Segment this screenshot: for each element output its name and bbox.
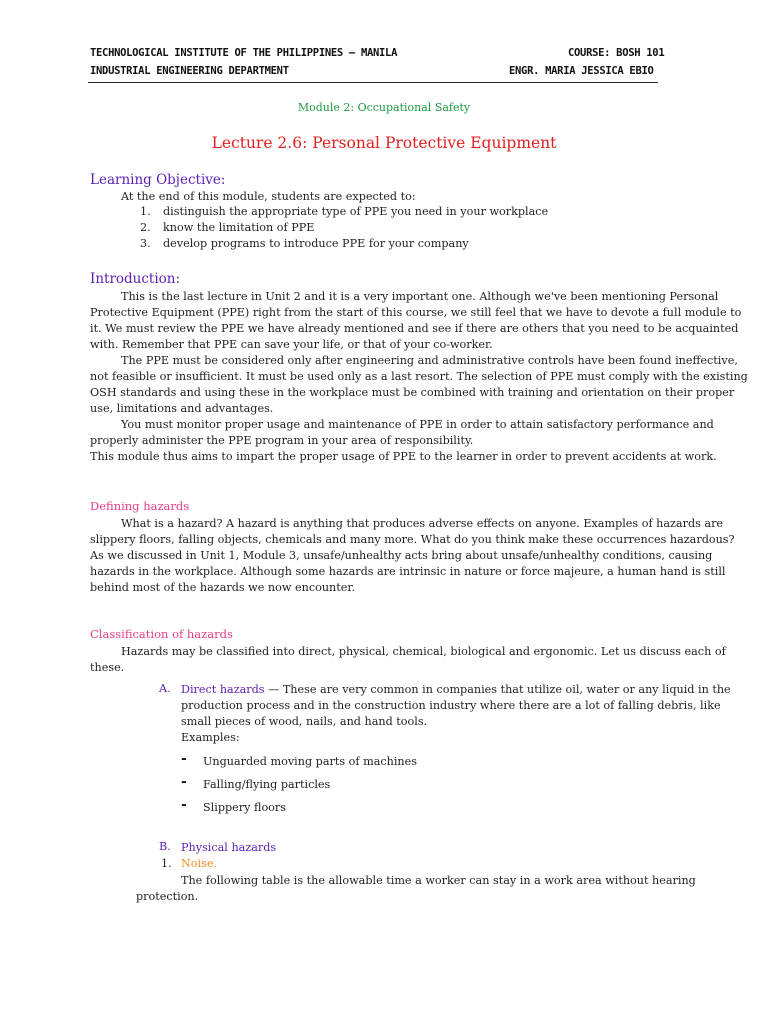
institute-name: TECHNOLOGICAL INSTITUTE OF THE PHILIPPINES – MANILA	[90, 47, 398, 59]
paragraph-line: use, limitations and advantages.	[90, 402, 274, 415]
objective-number: 2.	[140, 221, 151, 234]
paragraph-line: hazards in the workplace. Although some hazards are intrinsic in nature or force majeure, a human hand is still	[90, 565, 726, 578]
paragraph-line: You must monitor proper usage and maintenance of PPE in order to attain satisfactory performance and	[121, 418, 714, 431]
paragraph-line: As we discussed in Unit 1, Module 3, unsafe/unhealthy acts bring about unsafe/unhealthy conditions, causing	[90, 549, 713, 562]
department-name: INDUSTRIAL ENGINEERING DEPARTMENT	[90, 65, 289, 77]
lecture-title: Lecture 2.6: Personal Protective Equipment	[211, 134, 557, 152]
bullet-dash: -	[181, 797, 187, 813]
paragraph-line: OSH standards and using these in the workplace must be combined with training and orientation on their proper	[90, 386, 735, 399]
paragraph-line: protection.	[136, 890, 199, 903]
paragraph-line: slippery floors, falling objects, chemicals and many more. What do you think make these occurrences hazardous?	[90, 533, 735, 546]
list-letter: A.	[159, 682, 171, 695]
learning-objective-intro: At the end of this module, students are expected to:	[121, 190, 416, 203]
list-item: Unguarded moving parts of machines	[203, 755, 417, 768]
paragraph-line: Hazards may be classified into direct, physical, chemical, biological and ergonomic. Let us discuss each of	[121, 645, 726, 658]
examples-label: Examples:	[181, 731, 240, 744]
paragraph-line: behind most of the hazards we now encounter.	[90, 581, 356, 594]
paragraph-line: it. We must review the PPE we have already mentioned and see if there are others that you need to be acquainted	[90, 322, 739, 335]
learning-objective-heading: Learning Objective:	[90, 172, 226, 188]
paragraph-line: What is a hazard? A hazard is anything that produces adverse effects on anyone. Examples of hazards are	[121, 517, 724, 530]
paragraph-line: Protective Equipment (PPE) right from the start of this course, we still feel that we have to devote a full module to	[90, 306, 742, 319]
bullet-dash: -	[181, 751, 187, 767]
direct-hazards-text: — These are very common in companies that utilize oil, water or any liquid in the	[264, 683, 731, 696]
introduction-heading: Introduction:	[90, 271, 181, 287]
header-rule	[88, 82, 658, 83]
paragraph-line: The following table is the allowable time a worker can stay in a work area without hearing	[181, 874, 696, 887]
direct-hazards-title: Direct hazards	[181, 683, 265, 696]
objective-number: 1.	[140, 205, 151, 218]
classification-heading: Classification of hazards	[90, 627, 233, 641]
objective-number: 3.	[140, 237, 151, 250]
objective-text: distinguish the appropriate type of PPE you need in your workplace	[163, 205, 549, 218]
physical-hazards-title: Physical hazards	[181, 841, 277, 854]
paragraph-line: properly administer the PPE program in your area of responsibility.	[90, 434, 474, 447]
bullet-dash: -	[181, 774, 187, 790]
paragraph-line: these.	[90, 661, 125, 674]
paragraph-line: with. Remember that PPE can save your life, or that of your co-worker.	[90, 338, 493, 351]
noise-subheading: Noise.	[181, 857, 218, 870]
objective-text: develop programs to introduce PPE for your company	[163, 237, 469, 250]
instructor-name: ENGR. MARIA JESSICA EBIO	[509, 65, 654, 77]
paragraph-line: This module thus aims to impart the proper usage of PPE to the learner in order to prevent accidents at work.	[90, 450, 717, 463]
paragraph-line: This is the last lecture in Unit 2 and it is a very important one. Although we've been mentioning Personal	[121, 290, 719, 303]
paragraph-line: The PPE must be considered only after engineering and administrative controls have been found ineffective,	[121, 354, 738, 367]
paragraph-line: production process and in the construction industry where there are a lot of falling debris, like	[181, 699, 721, 712]
paragraph-line: not feasible or insufficient. It must be used only as a last resort. The selection of PPE must comply with the existing	[90, 370, 748, 383]
defining-hazards-heading: Defining hazards	[90, 499, 190, 513]
list-letter: B.	[159, 840, 171, 853]
paragraph-line: small pieces of wood, nails, and hand tools.	[181, 715, 428, 728]
list-item: Falling/flying particles	[203, 778, 331, 791]
course-code: COURSE: BOSH 101	[568, 47, 665, 59]
objective-text: know the limitation of PPE	[163, 221, 315, 234]
list-number: 1.	[161, 857, 172, 870]
list-item: Slippery floors	[203, 801, 287, 814]
direct-hazards-line	[181, 682, 731, 697]
module-title: Module 2: Occupational Safety	[297, 101, 471, 114]
